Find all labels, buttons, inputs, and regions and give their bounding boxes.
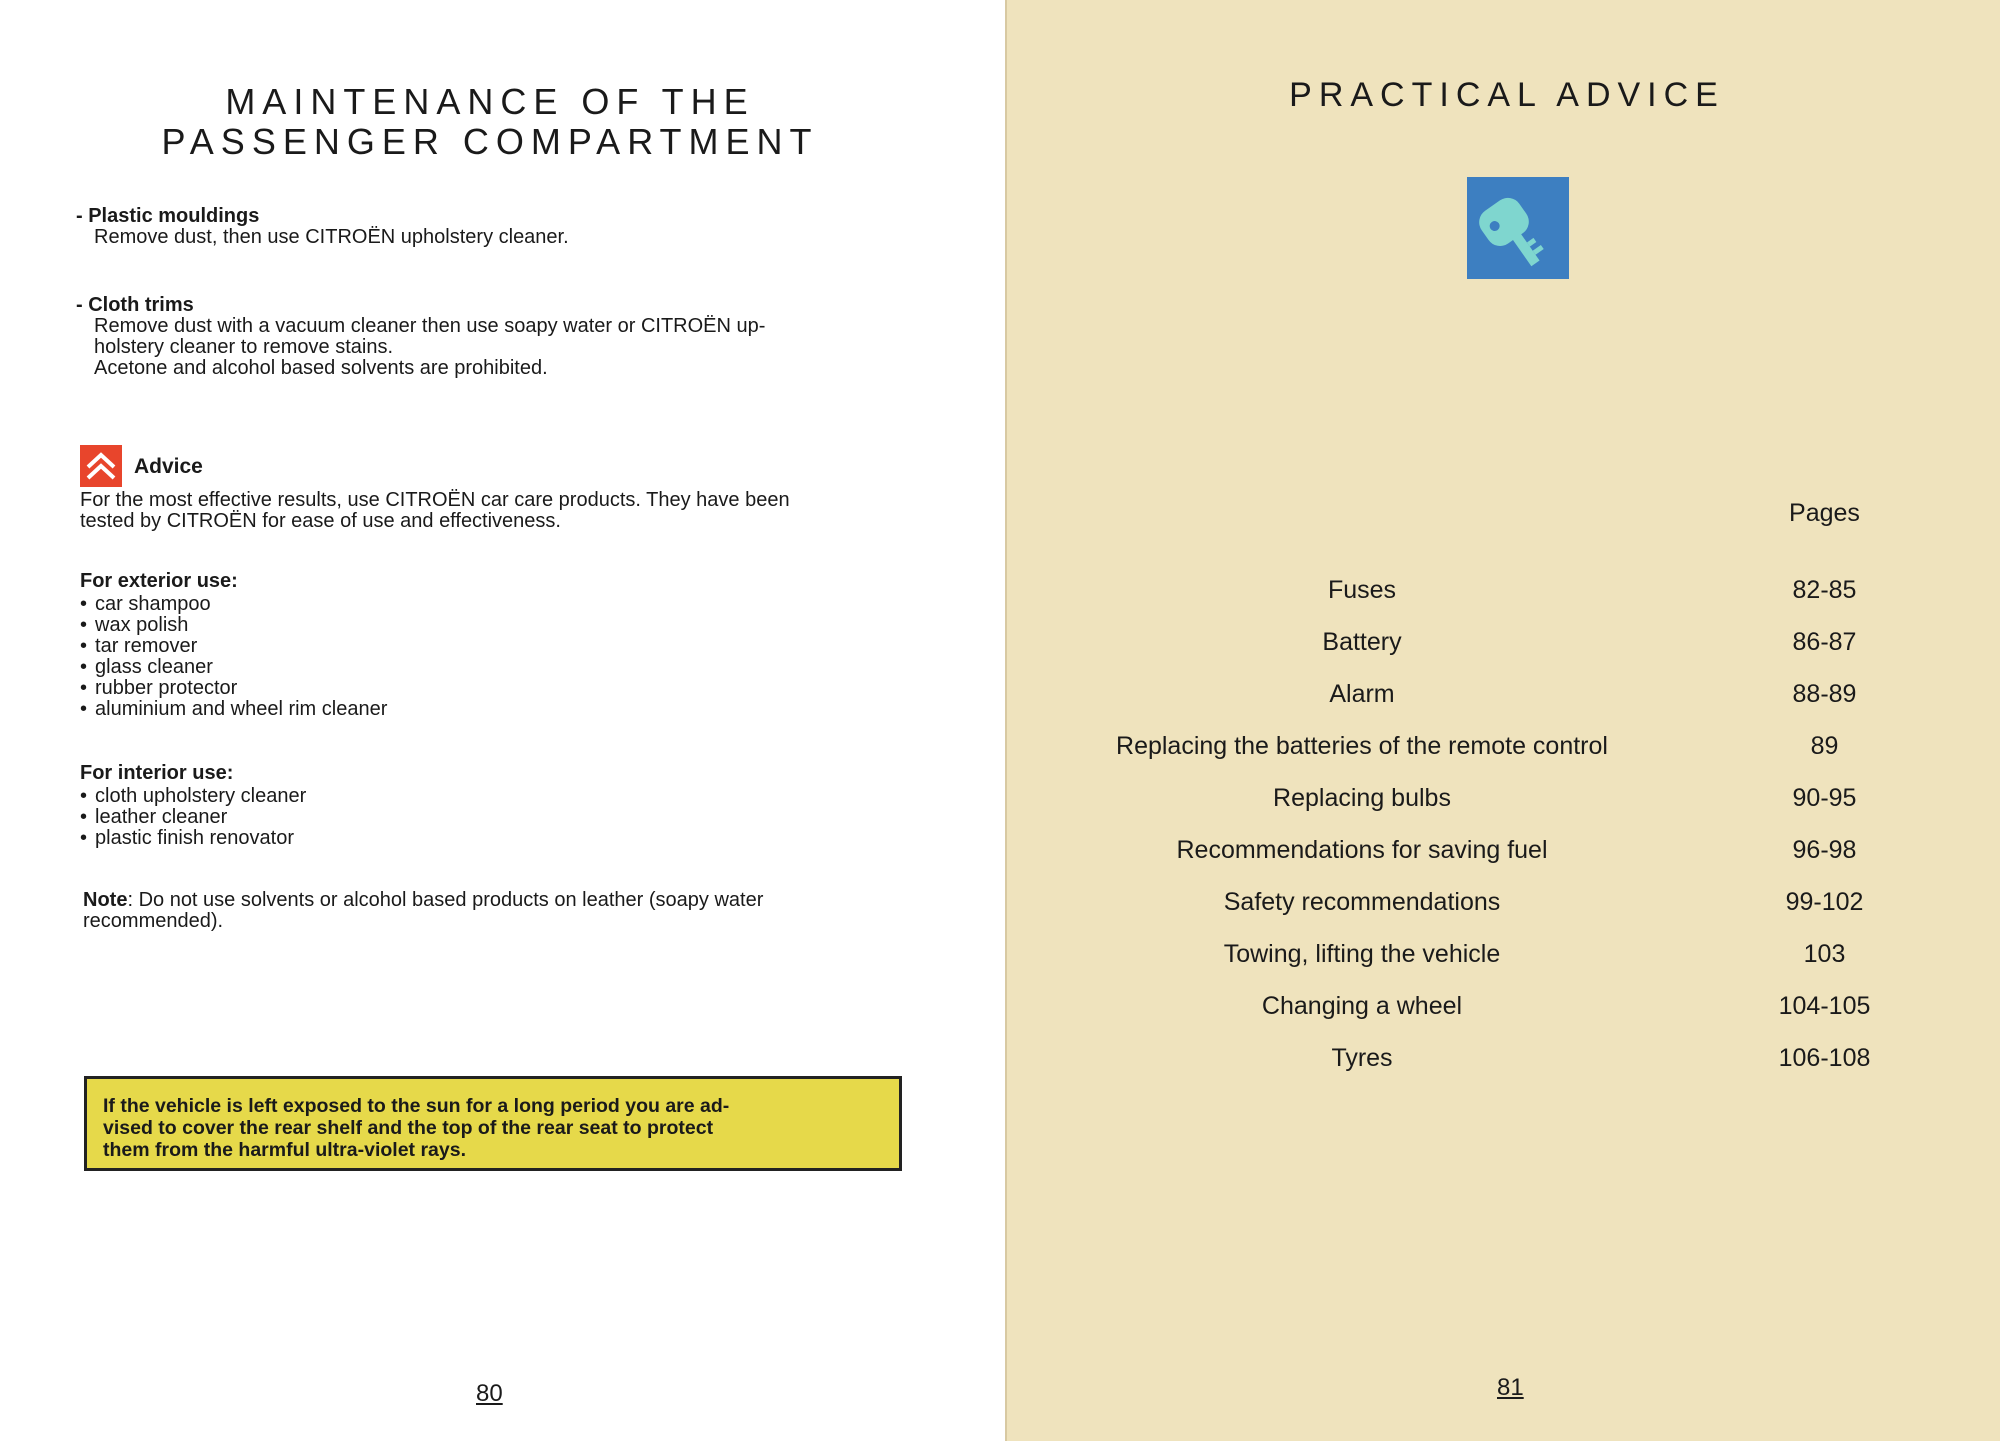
toc-row[interactable] [1007,732,1997,772]
page-number: 80 [476,1380,503,1407]
exterior-use-list [80,571,900,720]
note [83,890,903,932]
toc-pages: 82-85 [1792,576,1857,604]
advice-section [80,446,900,532]
page-title [0,82,980,162]
section-text-line: Remove dust with a vacuum cleaner then use soapy water or CITROËN up- [94,315,766,337]
toc-pages: 103 [1803,940,1846,968]
toc-topic: Replacing the batteries of the remote control [1116,732,1608,760]
toc-row[interactable] [1007,628,1997,668]
toc-pages: 86-87 [1792,628,1857,656]
section-text-line: Acetone and alcohol based solvents are prohibited. [94,357,548,379]
title-line-2: PASSENGER COMPARTMENT [161,121,819,162]
list-item: • aluminium and wheel rim cleaner [80,699,900,720]
advice-label: Advice [134,454,203,478]
toc-pages: 96-98 [1792,836,1857,864]
toc-row[interactable] [1007,680,1997,720]
toc-topic: Alarm [1329,680,1395,708]
toc-row[interactable] [1007,1044,1997,1084]
toc-pages: 99-102 [1785,888,1864,916]
list-item: • wax polish [80,615,900,636]
toc-pages: 106-108 [1778,1044,1871,1072]
list-item: • rubber protector [80,678,900,699]
page-number: 81 [1497,1374,1524,1401]
toc-row[interactable] [1007,576,1997,616]
toc-row[interactable] [1007,888,1997,928]
list-item: • leather cleaner [80,807,900,828]
toc-topic: Changing a wheel [1261,992,1463,1020]
toc-pages: 104-105 [1778,992,1871,1020]
warning-line: them from the harmful ultra-violet rays. [103,1139,466,1161]
title-line-1: MAINTENANCE OF THE [225,81,755,122]
warning-line: If the vehicle is left exposed to the sun for a long period you are ad- [103,1095,730,1117]
list-heading: For exterior use: [80,570,238,592]
right-page [1005,0,2000,1441]
plastic-mouldings-section [76,206,906,248]
toc-row[interactable] [1007,836,1997,876]
toc-topic: Towing, lifting the vehicle [1223,940,1501,968]
list-item: • car shampoo [80,594,900,615]
section-heading: - Plastic mouldings [76,205,260,227]
citroen-chevron-icon [80,445,122,487]
section-text: Remove dust, then use CITROËN upholstery cleaner. [94,226,569,248]
key-icon [1467,177,1569,279]
toc-topic: Fuses [1327,576,1397,604]
section-text-line: holstery cleaner to remove stains. [94,336,394,358]
pages-column-heading: Pages [1789,499,1860,527]
advice-text-line: tested by CITROËN for ease of use and effectiveness. [80,510,561,532]
toc-pages: 90-95 [1792,784,1857,812]
note-text-line: recommended). [83,910,224,932]
list-item: • tar remover [80,636,900,657]
list-heading: For interior use: [80,762,234,784]
cloth-trims-section [76,295,906,379]
list-item: • glass cleaner [80,657,900,678]
warning-line: vised to cover the rear shelf and the top of the rear seat to protect [103,1117,714,1139]
toc-topic: Replacing bulbs [1273,784,1451,812]
toc-row[interactable] [1007,992,1997,1032]
toc-topic: Safety recommendations [1223,888,1501,916]
list-item: • cloth upholstery cleaner [80,786,900,807]
toc-pages: 88-89 [1792,680,1857,708]
toc-topic: Tyres [1331,1044,1393,1072]
toc-topic: Battery [1322,628,1402,656]
warning-box [84,1076,902,1171]
note-text-line: : Do not use solvents or alcohol based products on leather (soapy water [127,889,764,911]
interior-use-list [80,763,900,849]
toc-row[interactable] [1007,784,1997,824]
list-item: • plastic finish renovator [80,828,900,849]
advice-text-line: For the most effective results, use CITROËN car care products. They have been [80,489,790,511]
toc-pages: 89 [1810,732,1839,760]
page-title: PRACTICAL ADVICE [1289,76,1725,114]
toc-row[interactable] [1007,940,1997,980]
toc-topic: Recommendations for saving fuel [1176,836,1548,864]
note-label: Note [83,889,128,911]
section-heading: - Cloth trims [76,294,194,316]
